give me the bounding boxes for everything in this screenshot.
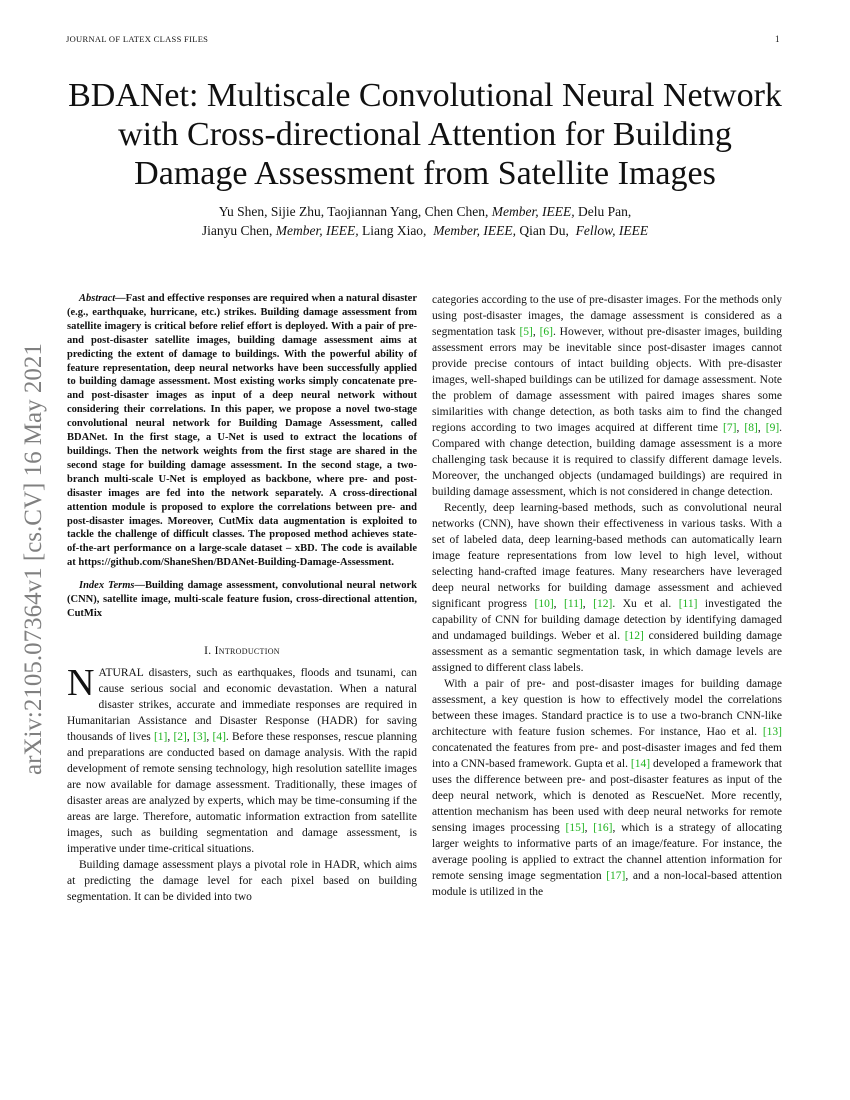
citation-link[interactable]: [14] [630, 758, 651, 770]
citation-link[interactable]: [11] [678, 598, 698, 610]
right-paragraph-2: Recently, deep learning-based methods, such as convolutional neural networks (CNN), have shown their effectiveness in various tasks. With a set of labeled data, deep learning-based methods can automatically learn image feature representations from low level to high level, without selecting hand-crafted image features. Many researchers have leveraged deep neural networks for building damage assessment and achieved significant progress [10], [11], [12]. Xu et al. [11] investigated the capability of CNN for building damage detection by identifying damaged and undamaged buildings. Weber et al. [12] considered building damage assessment as a semantic segmentation task, in which damage levels are assigned to different class labels. [432, 502, 783, 674]
text-run: categories according to the use of pre-disaster images. For the methods only using post-disaster images, the damage assessment is considered as a segmentation task [432, 294, 783, 338]
citation-link[interactable]: [4] [212, 730, 226, 743]
right-paragraph-1: categories according to the use of pre-disaster images. For the methods only using post-disaster images, the damage assessment is considered as a segmentation task [5], [6]. However, without pre-disaster images, building assessment errors may be inevitable since post-disaster images cannot provide precise contours of intact building objects. With pre-disaster images, well-shaped buildings can be utilized for damage assessment. Note the problem of damage assessment with paired images shares some similarities with change detection, as both tasks aim to find the changed regions according to two images acquired at different time [7], [8], [9]. Compared with change detection, building damage assessment is a more challenging task because it is required to classify different damage levels. Moreover, the unchanged objects (undamaged buildings) are required in building damage assessment, which is not considered in change detection. [432, 294, 783, 498]
citation-link[interactable]: [8] [744, 422, 758, 434]
author-line-2: Jianyu Chen, Member, IEEE, Liang Xiao, Member, IEEE, Qian Du, Fellow, IEEE [201, 223, 649, 238]
text-run: . Compared with change detection, building damage assessment is a more challenging task because it is required to classify different damage levels. Moreover, the unchanged objects (undamaged buildings) are required in building damage assessment, which is not considered in change detection. [432, 422, 783, 498]
text-run: . However, without pre-disaster images, building assessment errors may be inevitable since post-disaster images cannot provide precise contours of intact building objects. With pre-disaster images, well-shaped buildings can be utilized for damage assessment. Note the problem of damage assessment with paired images shares some similarities with change detection, as both tasks aim to find the changed regions according to two images acquired at different time [432, 326, 783, 434]
text-run: . Xu et al. [612, 598, 672, 610]
index-terms-label: Index Terms [79, 580, 135, 592]
section-title: Introduction [214, 644, 280, 657]
author-list [100, 202, 750, 240]
citation-link[interactable]: [1] [153, 730, 168, 743]
intro-paragraph-2: Building damage assessment plays a pivotal role in HADR, which aims at predicting the damage level for each pixel based on building segmentation. It can be divided into two [67, 858, 417, 903]
arxiv-stamp: arXiv:2105.07364v1 [cs.CV] 16 May 2021 [20, 343, 47, 775]
index-terms [67, 579, 417, 621]
citation-link[interactable]: [6] [539, 326, 553, 338]
abstract-label: Abstract [79, 293, 116, 304]
running-header: JOURNAL OF LATEX CLASS FILES [66, 34, 209, 44]
citation-link[interactable]: [16] [593, 822, 613, 834]
citation-link[interactable]: [5] [519, 326, 533, 338]
author-line-1: Yu Shen, Sijie Zhu, Taojiannan Yang, Chen Chen, Member, IEEE, Delu Pan, [218, 204, 632, 219]
section-heading [67, 643, 417, 659]
citation-link[interactable]: [7] [723, 422, 737, 434]
text-run: , which is a strategy of allocating larger weights to informative parts of an image/feature. For instance, the average pooling is applied to extract the channel attention information for remote sensing image segmentation [432, 822, 783, 882]
text-run: investigated the capability of CNN for building damage detection by identifying damaged and undamaged buildings. Weber et al. [432, 598, 783, 642]
right-column [432, 292, 782, 900]
citation-link[interactable]: [9] [765, 422, 780, 434]
section-number: I. [204, 644, 215, 657]
abstract [67, 292, 417, 570]
text-run: considered building damage assessment as a semantic segmentation task, in which damage levels are assigned to different class labels. [432, 630, 783, 674]
intro-paragraph-1: NATURAL disasters, such as earthquakes, floods and tsunami, can cause serious social and economic devastation. When a natural disaster strikes, accurate and immediate responses are required in Humanitarian Assistance and Disaster Response (HADR) for saving thousands of lives [1], [2], [3], [4]. Before these responses, rescue planning and preparations are conducted based on damage analysis. With the rapid development of remote sensing technology, high resolution satellite images are now available for damage assessment. Traditionally, these images of disaster areas are analyzed by experts, which may be time-consuming if the areas are large. Therefore, automatic information extraction from satellite images, such as building segmentation and damage assessment, is imperative under time-critical situations. [67, 661, 417, 855]
text-run: , and a non-local-based attention module is utilized in the [432, 870, 782, 898]
text-run: concatenated the features from pre- and post-disaster images and fed them into a CNN-based framework. Gupta et al. [432, 742, 782, 770]
intro-p1-tail: . Before these responses, rescue planning and preparations are conducted based on damage analysis. With the rapid development of remote sensing technology, high resolution satellite images are now available for damage assessment. Traditionally, these images of disaster areas are analyzed by experts, which may be time-consuming if the areas are large. Therefore, automatic information extraction from satellite images, such as building segmentation and damage assessment, is imperative under time-critical situations. [67, 730, 417, 855]
index-terms-text: —Building damage assessment, convolutional neural network (CNN), satellite image, multi-scale feature fusion, cross-directional attention, CutMix [67, 580, 417, 619]
text-run: With a pair of pre- and post-disaster images for building damage assessment, a key question is how to effectively model the correlations between these images. Standard practice is to use a two-branch CNN-like architecture with feature fusion schemes. For instance, Hao et al. [432, 678, 782, 738]
citation-link[interactable]: [17] [606, 870, 626, 882]
text-run: developed a framework that uses the difference between pre- and post-disaster features as input of the deep neural network, which is denoted as RescueNet. More recently, attention mechanism has been used with deep neural networks for remote sensing images processing [432, 758, 782, 834]
abstract-text: —Fast and effective responses are required when a natural disaster (e.g., earthquake, hurricane, etc.) strikes. Building damage assessment from satellite imagery is critical before relief effort is deployed. With a pair of pre- and post-disaster satellite images, building damage assessment aims at predicting the extent of damage to buildings. With the powerful ability of feature representation, deep neural networks have been successfully applied to building damage assessment. Most existing works simply concatenate pre- and post-disaster images as input of a deep neural network without considering their correlations. In this paper, we propose a novel two-stage convolutional neural network for Building Damage Assessment, called BDANet. In the first stage, a U-Net is used to extract the locations of buildings. Then the network weights from the first stage are shared in the second stage for building damage assessment. In the second stage, a two-branch multi-scale U-Net is employed as backbone, where pre- and post-disaster images are fed into the network separately. A cross-directional attention module is proposed to explore the correlations between pre- and post-disaster images. Moreover, CutMix data augmentation is exploited to tackle the challenge of difficult classes. The proposed method achieves state-of-the-art performance on a large-scale dataset – xBD. The code is available at https://github.com/ShaneShen/BDANet-Building-Damage-Assessment. [67, 293, 417, 569]
page-number: 1 [775, 34, 780, 44]
drop-cap: N [67, 661, 95, 704]
citation-link[interactable]: [15] [565, 822, 585, 834]
citation-link[interactable]: [11] [564, 598, 583, 610]
intro-p1-text: ATURAL disasters, such as earthquakes, floods and tsunami, can cause serious social and economic devastation. When a natural disaster strikes, accurate and immediate responses are required in Humanitarian Assistance and Disaster Response (HADR) for saving thousands of lives [67, 666, 417, 743]
left-column [67, 292, 417, 905]
citation-link[interactable]: [13] [762, 726, 783, 738]
right-paragraph-3: With a pair of pre- and post-disaster images for building damage assessment, a key question is how to effectively model the correlations between these images. Standard practice is to use a two-branch CNN-like architecture with feature fusion schemes. For instance, Hao et al. [13] concatenated the features from pre- and post-disaster images and fed them into a CNN-based framework. Gupta et al. [14] developed a framework that uses the difference between pre- and post-disaster features as input of the deep neural network, which is denoted as RescueNet. More recently, attention mechanism has been used with deep neural networks for remote sensing images processing [15], [16], which is a strategy of allocating larger weights to informative parts of an image/feature. For instance, the average pooling is applied to extract the channel attention information for remote sensing image segmentation [17], and a non-local-based attention module is utilized in the [432, 678, 783, 898]
text-run: Recently, deep learning-based methods, such as convolutional neural networks (CNN), have shown their effectiveness in various tasks. With a set of labeled data, deep learning-based methods can automatically learn image feature representations from low level to high level, without selecting hand-crafted image features. Many researchers have leveraged deep neural networks for building damage assessment and achieved significant progress [432, 502, 782, 610]
citation-link[interactable]: [2] [173, 730, 187, 743]
citation-link[interactable]: [3] [192, 730, 207, 743]
citation-link[interactable]: [12] [593, 598, 613, 610]
citation-link[interactable]: [12] [624, 630, 644, 642]
citation-link[interactable]: [10] [534, 598, 554, 610]
paper-title: BDANet: Multiscale Convolutional Neural Network with Cross-directional Attention for Building Damage Assessment from Satellite Images [68, 77, 782, 192]
